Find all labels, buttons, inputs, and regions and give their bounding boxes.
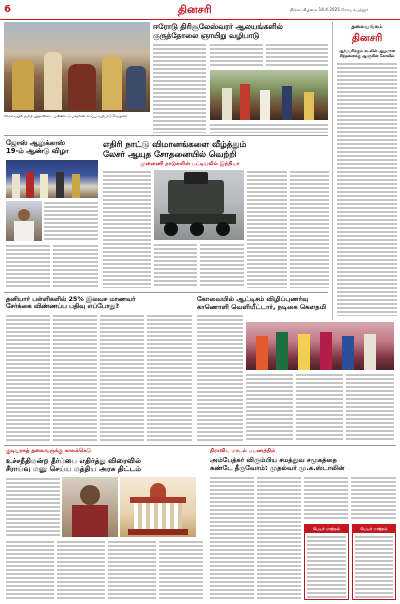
kovai-headline-1: கோவையில் ஆட்டிசம் விழிப்புணர்வு: [197, 295, 309, 303]
kovai-body-2: [246, 373, 293, 442]
jose-guest-photo: [6, 201, 42, 241]
defense-headline-2: லேசர் ஆயுத சோதனையில் வெற்றி: [103, 148, 237, 159]
procession-photo: [210, 70, 328, 120]
jose-headline-2: 19-ம் ஆண்டு விழா: [6, 146, 69, 155]
jose-headline: [6, 140, 98, 156]
school-body-2: [53, 314, 97, 442]
editorial-subhead-1: ஆர்ப்பரிக்கும் கடலின் ஆழமான: [338, 48, 396, 53]
bottom-left-headline-2: சீராய்வு மனு செய்ய மத்திய அரசு திட்டம்: [6, 464, 142, 474]
defense-body-3: [290, 170, 329, 288]
defense-headline: [103, 140, 329, 159]
editorial-body: [337, 62, 397, 316]
defense-body-4: [154, 243, 197, 288]
editorial-column: [332, 22, 398, 320]
defense-body-1: [103, 170, 151, 288]
top-story-body-3: [266, 43, 328, 67]
defense-body-2: [247, 170, 287, 288]
top-story-line-2: குருத்தோலை ஞாயிறு வழிபாடு: [153, 30, 260, 40]
kovai-body-1: [197, 314, 243, 442]
bottom-right-headline-2: கண்டே தீருவோம்: முதல்வர் மு.க.ஸ்டாலின்: [210, 463, 345, 472]
notice-2-title: பெயர் மாற்றம்: [353, 525, 395, 533]
top-story-line-1: ஈரோடு திரிசூலேஸ்வரர் ஆலயங்களில்: [153, 22, 283, 31]
jose-body-2: [6, 244, 50, 288]
date-line: திங்கட்கிழமை 14.4.2025 கோயம்புத்தூர்: [290, 7, 369, 12]
bottom-left-body-5: [159, 540, 203, 600]
bottom-left-headline: [6, 457, 206, 474]
kovai-body-3: [296, 373, 343, 442]
editorial-title: தினசரி: [351, 33, 383, 44]
autism-event-photo: [246, 322, 394, 370]
bottom-left-body-2: [6, 540, 54, 600]
defense-headline-1: எதிரி நாட்டு விமானங்களை வீழ்த்தும்: [103, 139, 247, 149]
bottom-right-kicker: திராவிட மாடல் பயணத்தில்: [210, 448, 276, 454]
jose-body-3: [53, 244, 98, 288]
bottom-left-headline-1: உச்சநீதிமன்ற தீர்ப்பை எதிர்த்து விரைவில்: [6, 456, 142, 465]
school-body-3: [100, 314, 144, 442]
temple-photo: [4, 22, 150, 112]
editorial-kicker: தலையங்கம்: [351, 24, 383, 30]
bottom-right-body-2: [257, 476, 301, 600]
bottom-right-headline: [210, 457, 398, 472]
name-change-notice-2: [352, 524, 396, 600]
editorial-subhead-2: சிந்தனைக்கு ஆளுகின் கோவில்: [339, 52, 395, 58]
official-photo: [62, 477, 118, 537]
top-story-body-2: [210, 43, 263, 67]
top-story-body: [153, 43, 206, 133]
bottom-left-body-1: [6, 477, 60, 537]
kovai-headline-2: காணொளி வெளியீட்டார், நடிகை கௌதமி: [197, 302, 327, 311]
bottom-left-kicker: குடியரசுத் தலைவருக்கு காலக்கெடு: [6, 448, 92, 454]
bottom-left-body-3: [57, 540, 105, 600]
school-headline: [6, 296, 192, 311]
school-body-4: [147, 314, 192, 442]
bottom-left-body-4: [108, 540, 156, 600]
paper-name: தினசரி: [178, 3, 212, 16]
masthead: [0, 0, 400, 20]
laser-weapon-photo: [154, 170, 244, 240]
bottom-right-body-1: [210, 476, 254, 600]
defense-subhead: முன்னணி நாடுகளின் பட்டியலில் இந்தியா: [140, 161, 240, 167]
jose-body-1: [44, 201, 98, 241]
jose-headline-1: ஜோஸ் ஆலுக்காஸ்: [6, 139, 65, 147]
school-body-1: [6, 314, 50, 442]
school-headline-2: சேர்க்கை விண்ணப்ப பதிவு எப்போது?: [6, 302, 120, 311]
jose-event-photo: [6, 160, 98, 198]
supreme-court-photo: [120, 477, 196, 537]
notice-1-title: பெயர் மாற்றம்: [305, 525, 348, 533]
top-story-body-4: [210, 123, 328, 133]
name-change-notice-1: [304, 524, 349, 600]
kovai-body-4: [346, 373, 394, 442]
top-story-headline: [153, 23, 328, 40]
defense-body-5: [200, 243, 244, 288]
page-number: 6: [4, 4, 11, 15]
school-headline-1: தனியார் பள்ளிகளில் 25% இலவச மாணவர்: [6, 295, 136, 303]
bottom-right-body-4: [351, 476, 396, 520]
kovai-headline: [197, 296, 397, 311]
bottom-right-headline-1: அம்பேத்கர் விரும்பிய சமத்துவ சமூகத்தை: [210, 456, 337, 464]
photo-caption: கோவையில் தமிழ் புத்தாண்டை முன்னிட்டு பக்தர்கள் சிறப்பு வழிபாடு செய்தனர்: [4, 114, 128, 118]
editorial-subhead: [337, 49, 397, 59]
bottom-right-body-3: [304, 476, 348, 520]
